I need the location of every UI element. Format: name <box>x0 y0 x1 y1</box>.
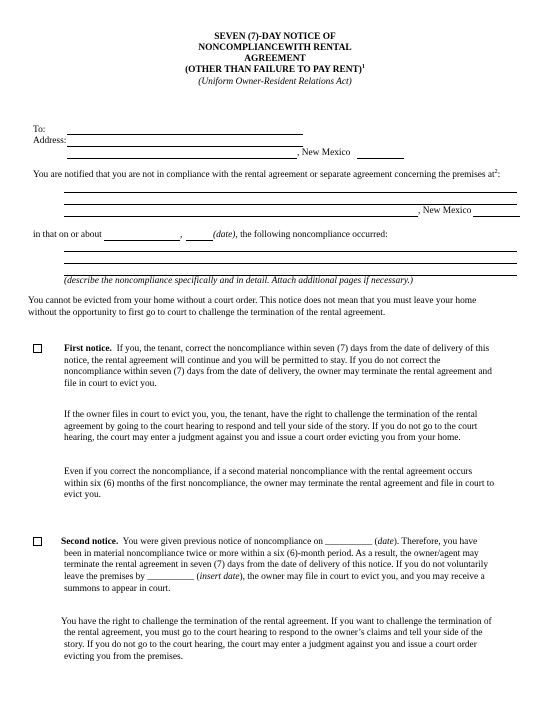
premises-intro: You are notified that you are not in compliance with the rental agreement or separate agreement concerning the premises $at^2$: <box>33 168 501 180</box>
second-notice-line-4: leave the premises by __________ (insert date), the owner may file in court to evict you, and you may receive a <box>64 572 485 582</box>
title-line-3: AGREEMENT <box>244 54 306 64</box>
first-notice-p2-line-1: If the owner files in court to evict you, you, the tenant, have the right to challenge the termination of the rental <box>64 410 478 420</box>
eviction-notice-line-1: You cannot be evicted from your home without a court order. This notice does not mean that you must leave your home <box>28 296 477 306</box>
first-notice-p2-line-3: hearing, the court may enter a judgment against you and issue a court order evicting you from your home. <box>64 433 461 443</box>
second-notice-line-2: been in material noncompliance twice or more within a six (6)-month period. As a result, the owner/agent may <box>64 549 479 559</box>
address-field-line-1[interactable] <box>67 146 303 147</box>
describe-note: (describe the noncompliance specifically and in detail. Attach additional pages if necessary.) <box>64 276 413 286</box>
second-notice-p2-line-3: story. If you do not go to the court hearing, the court may enter a judgment against you and issue a court order <box>64 640 477 650</box>
date-line-prefix: in that on or about <box>33 230 102 240</box>
title-line-4: (OTHER THAN FAILURE TO PAY RENT)$^1$ <box>185 63 365 75</box>
first-notice-p3-line-1: Even if you correct the noncompliance, if a second material noncompliance with the rental agreement occurs <box>64 467 473 477</box>
second-notice-p2-line-2: the rental agreement, you must go to the court hearing to respond to the owner’s claims and tell your side of the <box>64 628 483 638</box>
premises-field-line-3[interactable] <box>64 216 418 217</box>
to-field[interactable] <box>67 134 303 135</box>
premises-field-line-1[interactable] <box>64 192 517 193</box>
address-field-line-2[interactable] <box>67 158 297 159</box>
premises-zip-field[interactable] <box>473 216 520 217</box>
premises-state: , New Mexico <box>418 206 472 216</box>
second-notice-line-5: summons to appear in court. <box>64 584 171 594</box>
eviction-notice-line-2: without the opportunity to first go to court to challenge the termination of the rental agreement. <box>28 308 386 318</box>
second-notice-p2-line-4: evicting you from the premises. <box>64 652 183 662</box>
premises-field-line-2[interactable] <box>64 204 517 205</box>
footnote-marker-1: 1 <box>361 63 365 70</box>
first-notice-line-4: file in court to evict you. <box>64 379 157 389</box>
first-notice-p3-line-2: within six (6) months of the first noncompliance, the owner may terminate the rental agreement and file in court to <box>64 479 495 489</box>
noncompliance-field-line-2[interactable] <box>64 263 517 264</box>
date-comma: , <box>180 230 183 240</box>
date-month-day-field[interactable] <box>104 240 180 241</box>
first-notice-p2-line-2: agreement by going to the court hearing to respond and tell your side of the story. If you do not go to the court <box>64 422 478 432</box>
address-zip-field[interactable] <box>357 158 404 159</box>
title-line-2: NONCOMPLIANCEWITH RENTAL <box>198 43 352 53</box>
second-notice-line-1: Second notice. You were given previous notice of noncompliance on __________ (date). Therefore, you have <box>61 537 478 547</box>
first-notice-line-3: noncompliance within seven (7) days from the date of delivery, the owner may terminate the rental agreement and <box>64 367 492 377</box>
first-notice-p3-line-3: evict you. <box>64 490 101 500</box>
first-notice-checkbox[interactable] <box>33 344 42 353</box>
first-notice-line-1: First notice. If you, the tenant, correct the noncompliance within seven (7) days from the date of delivery of this <box>64 344 490 354</box>
footnote-marker-2: 2 <box>494 168 498 175</box>
noncompliance-field-line-1[interactable] <box>64 251 517 252</box>
title-line-1: SEVEN (7)-DAY NOTICE OF <box>214 32 336 42</box>
date-year-field[interactable] <box>186 240 213 241</box>
subtitle: (Uniform Owner-Resident Relations Act) <box>198 77 352 87</box>
second-notice-line-3: terminate the rental agreement in seven (7) days from the date of delivery of this notice. If you do not voluntarily <box>64 560 489 570</box>
address-state: , New Mexico <box>297 148 351 158</box>
second-notice-p2-line-1: You have the right to challenge the termination of the rental agreement. If you want to challenge the termination of <box>61 617 492 627</box>
date-line-suffix: (date), the following noncompliance occurred: <box>213 230 388 240</box>
address-label: Address: <box>33 136 67 146</box>
to-label: To: <box>33 125 46 135</box>
second-notice-checkbox[interactable] <box>33 537 42 546</box>
first-notice-line-2: notice, the rental agreement will continue and you will be permitted to stay. If you do not correct the <box>64 356 441 366</box>
